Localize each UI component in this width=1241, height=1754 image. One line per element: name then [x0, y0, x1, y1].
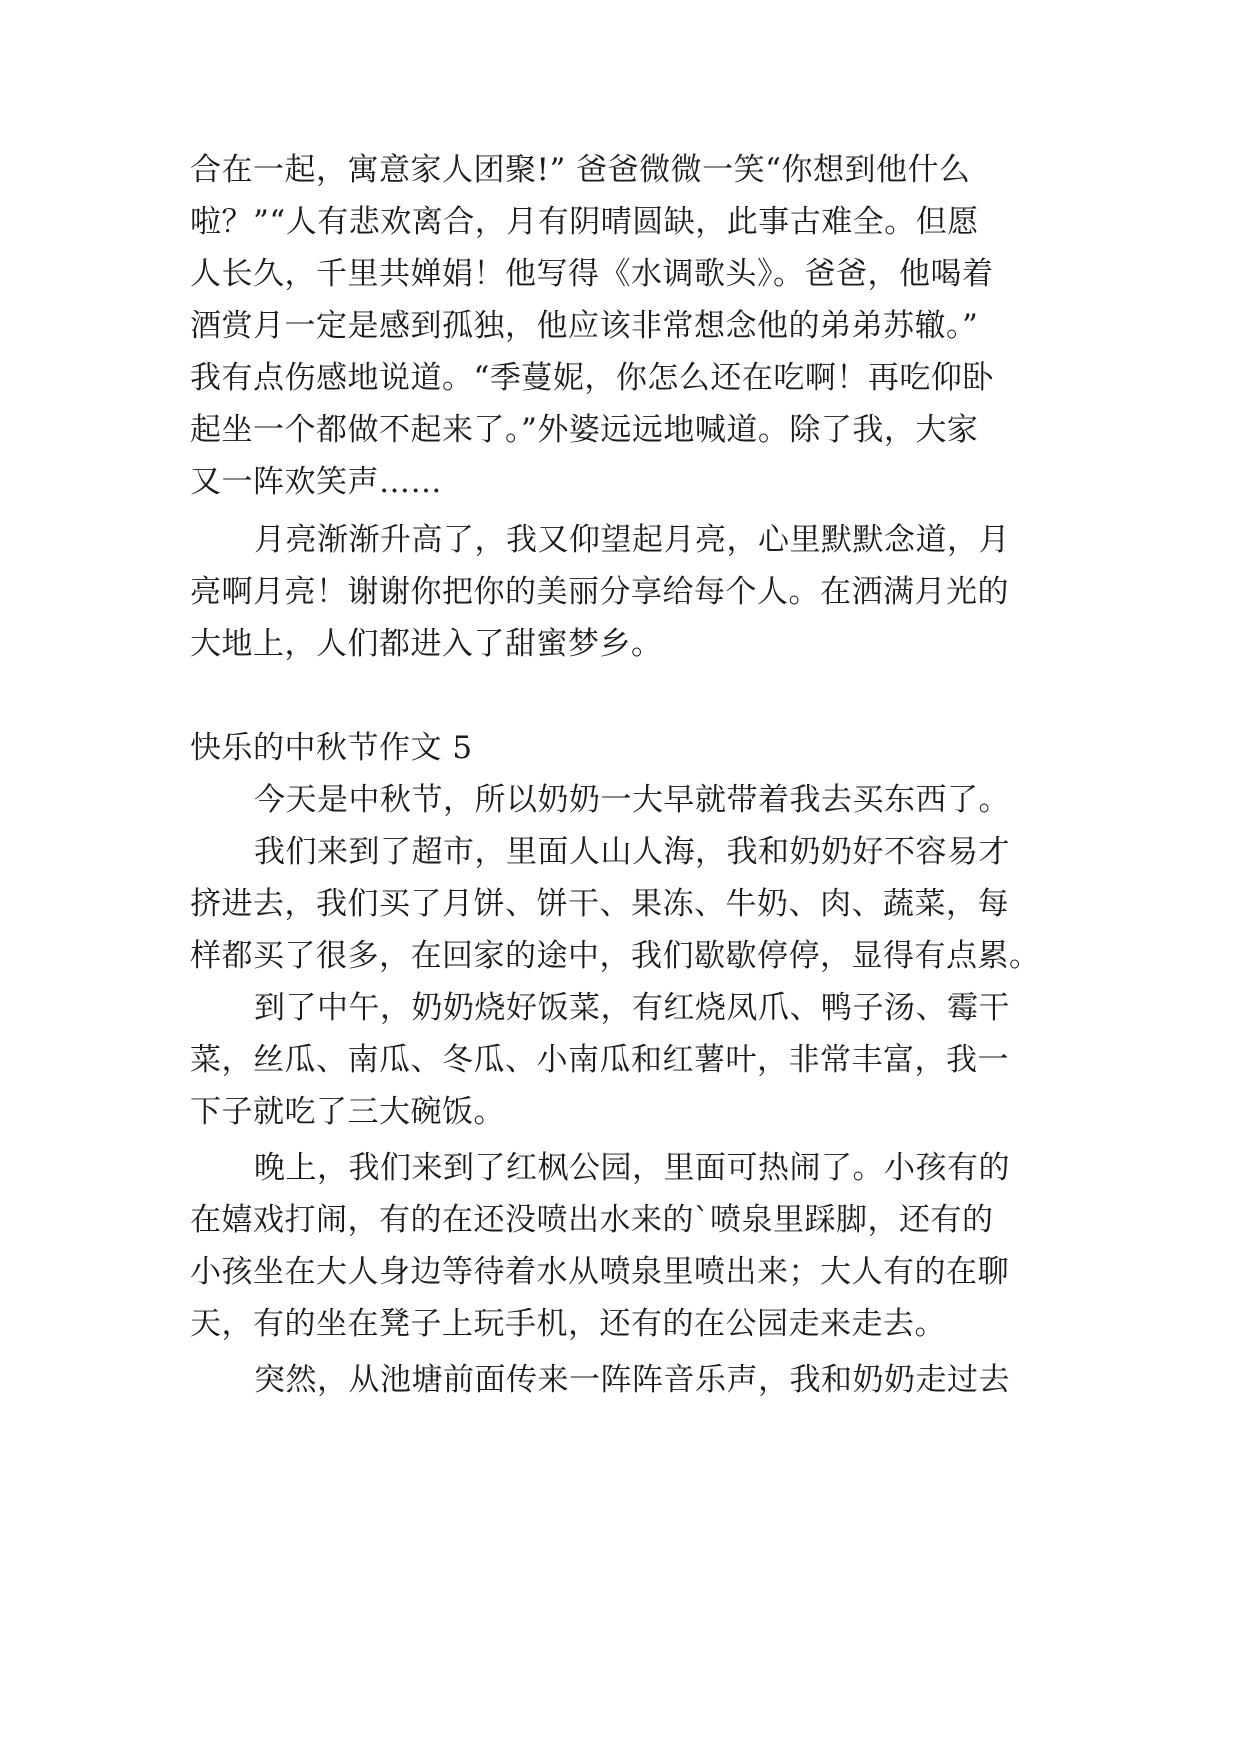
text-line: 月亮渐渐升高了，我又仰望起月亮，心里默默念道，月 — [254, 522, 1010, 558]
section-heading: 快乐的中秋节作文 5 — [190, 730, 473, 766]
text-line: 菜，丝瓜、南瓜、冬瓜、小南瓜和红薯叶，非常丰富，我一 — [190, 1042, 1009, 1078]
text-line: 今天是中秋节，所以奶奶一大早就带着我去买东西了。 — [254, 782, 1010, 818]
text-line: 样都买了很多，在回家的途中，我们歇歇停停，显得有点累。 — [190, 938, 1041, 974]
text-line: 到了中午，奶奶烧好饭菜，有红烧凤爪、鸭子汤、霉干 — [254, 990, 1010, 1026]
text-line: 在嬉戏打闹，有的在还没喷出水来的`喷泉里踩脚，还有的 — [190, 1202, 994, 1238]
text-line: 我们来到了超市，里面人山人海，我和奶奶好不容易才 — [254, 834, 1010, 870]
text-line: 起坐一个都做不起来了。”外婆远远地喊道。除了我，大家 — [190, 412, 979, 448]
text-line: 下子就吃了三大碗饭。 — [190, 1094, 505, 1130]
text-line: 小孩坐在大人身边等待着水从喷泉里喷出来；大人有的在聊 — [190, 1254, 1009, 1290]
text-line: 又一阵欢笑声…… — [190, 464, 442, 500]
text-line: 天，有的坐在凳子上玩手机，还有的在公园走来走去。 — [190, 1306, 946, 1342]
text-line: 人长久，千里共婵娟！他写得《水调歌头》。爸爸，他喝着 — [190, 256, 994, 292]
text-line: 大地上，人们都进入了甜蜜梦乡。 — [190, 626, 663, 662]
text-line: 亮啊月亮！谢谢你把你的美丽分享给每个人。在洒满月光的 — [190, 574, 1009, 610]
text-line: 我有点伤感地说道。“季蔓妮，你怎么还在吃啊！再吃仰卧 — [190, 360, 994, 396]
text-line: 啦？”“人有悲欢离合，月有阴晴圆缺，此事古难全。但愿 — [190, 204, 979, 240]
text-line: 酒赏月一定是感到孤独，他应该非常想念他的弟弟苏辙。” — [190, 308, 979, 344]
text-line: 晚上，我们来到了红枫公园，里面可热闹了。小孩有的 — [254, 1150, 1010, 1186]
text-line: 突然，从池塘前面传来一阵阵音乐声，我和奶奶走过去 — [254, 1362, 1010, 1398]
text-line: 挤进去，我们买了月饼、饼干、果冻、牛奶、肉、蔬菜，每 — [190, 886, 1009, 922]
text-line: 合在一起，寓意家人团聚!” 爸爸微微一笑“你想到他什么 — [190, 152, 971, 188]
